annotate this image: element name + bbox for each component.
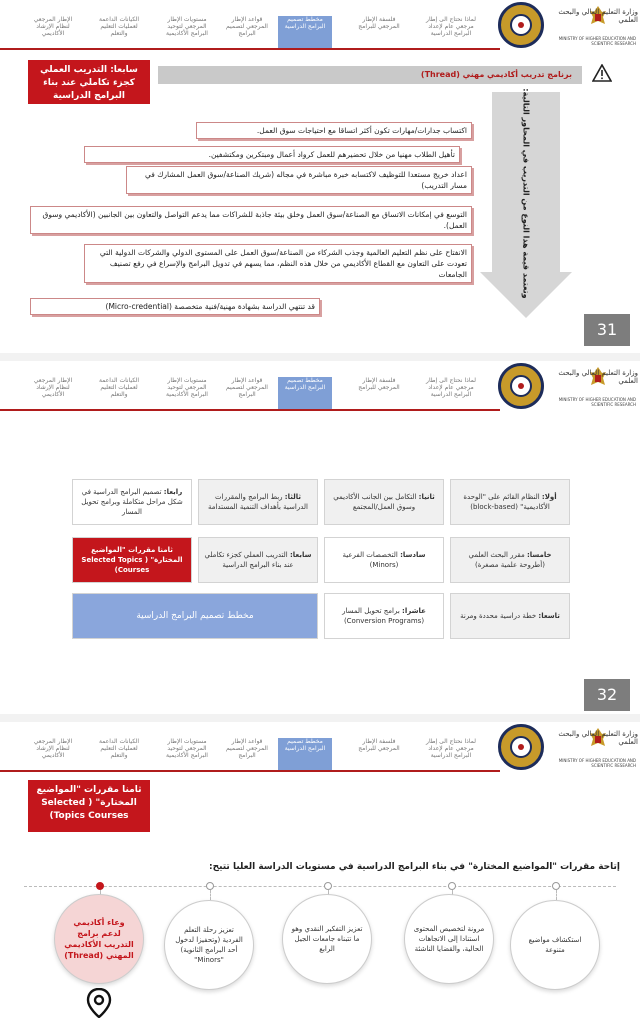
point-employability: اعداد خريج مستعدا للتوظيف لاكتسابه خبرة مباشرة في مجاله (شريك الصناعة/سوق العمل المشارك في مسار التدريب) bbox=[126, 166, 472, 194]
header-divider bbox=[0, 48, 500, 50]
ministry-name-en: MINISTRY OF HIGHER EDUCATION AND SCIENTIFIC RESEARCH bbox=[558, 36, 636, 46]
design-cell-tenth[interactable]: عاشرا: برامج تحويل المسار (Conversion Programs) bbox=[324, 593, 444, 639]
benefit-content-flexibility: مرونة لتخصيص المحتوى استنادا إلى الاتجاهات الحالية، والقضايا الناشئة bbox=[404, 894, 494, 984]
nav-item-philosophy[interactable]: فلسفة الإطار المرجعي للبرامج bbox=[358, 738, 400, 752]
nav-item-rules[interactable]: قواعد الإطار المرجعي لتصميم البرامج bbox=[226, 16, 268, 37]
point-entrepreneurs: تأهيل الطلاب مهنيا من خلال تحضيرهم للعمل كرواد أعمال ومبتكرين ومكتشفين. bbox=[84, 146, 460, 163]
header-divider bbox=[0, 409, 500, 411]
nav-item-advising[interactable]: الإطار المرجعي لنظام الإرشاد الأكاديمي bbox=[33, 16, 73, 37]
design-cell-third[interactable]: ثالثا: ربط البرامج والمقررات الدراسية بأهداف التنمية المستدامة bbox=[198, 479, 318, 525]
design-cell-fourth[interactable]: رابعا: تصميم البرامج الدراسية في شكل مراحل متكاملة وبرامج تحويل المسار bbox=[72, 479, 192, 525]
design-cell-second[interactable]: ثانيا: التكامل بين الجانب الأكاديمي وسوق العمل/المجتمع bbox=[324, 479, 444, 525]
benefit-critical-thinking: تعزيز التفكير النقدي وهو ما تتبناه جامعات الجيل الرابع bbox=[282, 894, 372, 984]
design-cell-eighth[interactable]: ثامنا مقررات "المواضيع المختارة" ( Selected Topics Courses) bbox=[72, 537, 192, 583]
university-seal-icon bbox=[498, 363, 544, 409]
ministry-name-en: MINISTRY OF HIGHER EDUCATION AND SCIENTIFIC RESEARCH bbox=[558, 397, 636, 407]
nav-item-support-entities[interactable]: الكيانات الداعمة لعمليات التعليم والتعلم bbox=[98, 738, 140, 759]
nav-item-levels[interactable]: مستويات الإطار المرجعي لتوحيد البرامج الأكاديمية bbox=[166, 16, 208, 37]
timeline-connector bbox=[210, 890, 211, 900]
nav-item-levels[interactable]: مستويات الإطار المرجعي لتوحيد البرامج الأكاديمية bbox=[166, 738, 208, 759]
design-cell-sixth[interactable]: سادسا: التخصصات الفرعية (Minors) bbox=[324, 537, 444, 583]
page-number: 31 bbox=[584, 314, 630, 346]
university-seal-icon bbox=[498, 724, 544, 770]
point-competencies: اكتساب جدارات/مهارات تكون أكثر اتساقا مع احتياجات سوق العمل. bbox=[196, 122, 472, 139]
nav-item-levels[interactable]: مستويات الإطار المرجعي لتوحيد البرامج الأكاديمية bbox=[166, 377, 208, 398]
nav-item-support-entities[interactable]: الكيانات الداعمة لعمليات التعليم والتعلم bbox=[98, 377, 140, 398]
slide-header bbox=[0, 0, 640, 52]
university-seal-icon bbox=[498, 2, 544, 48]
design-cell-ninth[interactable]: تاسعا: خطة دراسية محددة ومرنة bbox=[450, 593, 570, 639]
nav-item-advising[interactable]: الإطار المرجعي لنظام الإرشاد الأكاديمي bbox=[33, 738, 73, 759]
point-internationalization: الانفتاح على نظم التعليم العالمية وجذب الشركاء من الصناعة/سوق العمل على المستوى الدولي والشركات الدولية التي تعودت على التعاون مع القطاع الأكاديمي من خلال هذه النظم، مما يسهم في تدويل البرامج والإسراع في رفع تصنيف الجامعات bbox=[84, 244, 472, 283]
point-micro-credential: قد تنتهي الدراسة بشهادة مهنية/فنية متخصصة (Micro-credential) bbox=[30, 298, 320, 315]
ministry-name: وزارة التعليم العالي والبحث العلمي bbox=[558, 730, 638, 746]
nav-item-program-design[interactable]: مخطط تصميم البرامج الدراسية bbox=[278, 377, 332, 409]
nav-item-support-entities[interactable]: الكيانات الداعمة لعمليات التعليم والتعلم bbox=[98, 16, 140, 37]
point-partnerships: التوسع في إمكانات الاتساق مع الصناعة/سوق العمل وخلق بيئة جاذبة للشراكات مما يدعم التواصل والتعاون بين الجانبين (الأكاديمي وسوق العمل). bbox=[30, 206, 472, 234]
nav-item-why-framework[interactable]: لماذا نحتاج الى إطار مرجعي عام لإعداد البرامج الدراسية bbox=[426, 377, 476, 398]
nav-item-rules[interactable]: قواعد الإطار المرجعي لتصميم البرامج bbox=[226, 377, 268, 398]
thread-banner: برنامج تدريب أكاديمي مهني (Thread) bbox=[158, 66, 582, 84]
slide-31 bbox=[0, 0, 640, 353]
benefit-explore-topics: استكشاف مواضيع متنوعة bbox=[510, 900, 600, 990]
nav-item-program-design[interactable]: مخطط تصميم البرامج الدراسية bbox=[278, 16, 332, 48]
slide-header bbox=[0, 361, 640, 413]
ministry-name-en: MINISTRY OF HIGHER EDUCATION AND SCIENTIFIC RESEARCH bbox=[558, 758, 636, 768]
timeline-connector bbox=[556, 890, 557, 900]
slide-header bbox=[0, 722, 640, 774]
nav-item-why-framework[interactable]: لماذا نحتاج الى إطار مرجعي عام لإعداد البرامج الدراسية bbox=[426, 738, 476, 759]
nav-item-program-design[interactable]: مخطط تصميم البرامج الدراسية bbox=[278, 738, 332, 770]
nav-item-philosophy[interactable]: فلسفة الإطار المرجعي للبرامج bbox=[358, 377, 400, 391]
location-pin-icon bbox=[86, 988, 112, 1018]
timeline-node-active bbox=[96, 882, 104, 890]
nav-item-why-framework[interactable]: لماذا نحتاج الى إطار مرجعي عام لإعداد البرامج الدراسية bbox=[426, 16, 476, 37]
header-divider bbox=[0, 770, 500, 772]
design-cell-fifth[interactable]: خامسا: مقرر البحث العلمي (أطروحة علمية مصغرة) bbox=[450, 537, 570, 583]
nav-item-philosophy[interactable]: فلسفة الإطار المرجعي للبرامج bbox=[358, 16, 400, 30]
nav-item-advising[interactable]: الإطار المرجعي لنظام الإرشاد الأكاديمي bbox=[33, 377, 73, 398]
page-number: 32 bbox=[584, 679, 630, 711]
slide-32 bbox=[0, 361, 640, 714]
warning-icon bbox=[592, 64, 612, 82]
ministry-name: وزارة التعليم العالي والبحث العلمي bbox=[558, 8, 638, 24]
arrow-caption: وتعتمد قيمة هذا النوع من التدريب في المحاور التالية: bbox=[521, 87, 531, 299]
timeline-node bbox=[206, 882, 214, 890]
design-cell-first[interactable]: أولا: النظام القائم على "الوحدة الأكاديمية" (block-based) bbox=[450, 479, 570, 525]
nav-item-rules[interactable]: قواعد الإطار المرجعي لتصميم البرامج bbox=[226, 738, 268, 759]
ministry-name: وزارة التعليم العالي والبحث العلمي bbox=[558, 369, 638, 385]
slide-33 bbox=[0, 722, 640, 1019]
section-label-eighth: ثامنا مقررات "المواضيع المختارة" ( Selected Topics Courses) bbox=[28, 780, 150, 832]
timeline-node bbox=[552, 882, 560, 890]
benefit-learning-journey: تعزيز رحلة التعلم الفردية (وتحفيزا لدخول أحد البرامج الثانوية) "Minors" bbox=[164, 900, 254, 990]
timeline-node bbox=[324, 882, 332, 890]
design-cell-program-design[interactable]: مخطط تصميم البرامج الدراسية bbox=[72, 593, 318, 639]
section-label-seventh: سابعا: التدريب العملي كجزء تكاملي عند بناء البرامج الدراسية bbox=[28, 60, 150, 104]
slide-title: إتاحة مقررات "المواضيع المختارة" في بناء البرامج الدراسية في مستويات الدراسة العليا تتيح: bbox=[209, 862, 620, 872]
benefit-thread-container: وعاء أكاديمي لدعم برامج التدريب الأكاديمي المهني (Thread) bbox=[54, 894, 144, 984]
timeline-line bbox=[24, 886, 616, 887]
design-cell-seventh[interactable]: سابعا: التدريب العملي كجزء تكاملي عند بناء البرامج الدراسية bbox=[198, 537, 318, 583]
timeline-node bbox=[448, 882, 456, 890]
